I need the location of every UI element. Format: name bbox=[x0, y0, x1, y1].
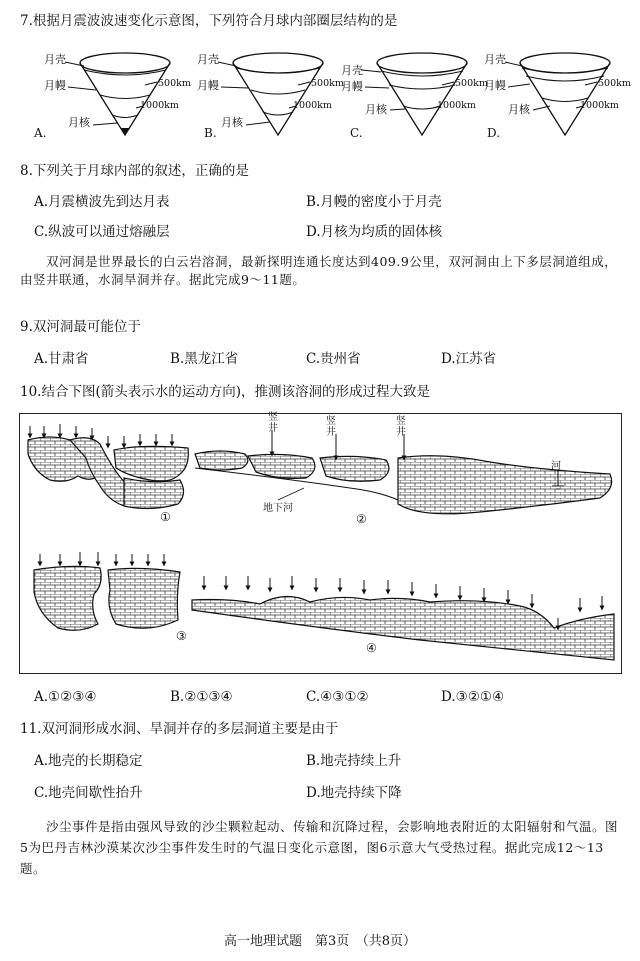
q7-option-a[interactable]: A. bbox=[34, 126, 47, 140]
river-label: 河 bbox=[551, 461, 561, 472]
label-crust-c: 月壳 bbox=[341, 64, 363, 77]
panel-1-number: ① bbox=[160, 510, 171, 524]
q8-option-a[interactable]: A.月震横波先到达月表 bbox=[34, 194, 170, 210]
label-core-a: 月核 bbox=[68, 116, 90, 129]
label-1000-d: 1000km bbox=[580, 100, 619, 111]
page-footer: 高一地理试题 第3页 （共8页） bbox=[223, 934, 417, 949]
cave-figure bbox=[20, 414, 620, 672]
label-crust-a: 月壳 bbox=[44, 53, 66, 66]
shaft-label-3: 竖井 bbox=[396, 416, 406, 438]
passage-dust: 沙尘事件是指由强风导致的沙尘颗粒起动、传输和沉降过程，会影响地表附近的太阳辐射和气温。图5为巴丹吉林沙漠某次沙尘事件发生时的气温日变化示意图，图6示意大气受热过程。据此完成12～13题。 bbox=[20, 819, 619, 876]
label-mantle-b: 月幔 bbox=[197, 79, 219, 92]
q10-stem: 10.结合下图(箭头表示水的运动方向)，推测该溶洞的形成过程大致是 bbox=[20, 384, 431, 400]
q11-stem: 11.双河洞形成水洞、旱洞并存的多层洞道主要是由于 bbox=[20, 721, 339, 737]
q9-option-c[interactable]: C.贵州省 bbox=[306, 351, 361, 367]
q7-option-b[interactable]: B. bbox=[204, 126, 217, 140]
q8-option-d[interactable]: D.月核为均质的固体核 bbox=[306, 224, 443, 240]
label-mantle-a: 月幔 bbox=[44, 79, 66, 92]
label-500-a: 500km bbox=[158, 78, 191, 89]
label-500-c: 500km bbox=[455, 78, 488, 89]
label-crust-b: 月壳 bbox=[197, 53, 219, 66]
q8-option-b[interactable]: B.月幔的密度小于月壳 bbox=[306, 194, 442, 210]
panel-3-number: ③ bbox=[176, 629, 187, 643]
q10-option-a[interactable]: A.①②③④ bbox=[34, 689, 97, 705]
panel-3 bbox=[34, 552, 180, 630]
q9-option-b[interactable]: B.黑龙江省 bbox=[170, 351, 239, 367]
q10-option-b[interactable]: B.②①③④ bbox=[170, 689, 233, 705]
q11-option-a[interactable]: A.地壳的长期稳定 bbox=[34, 753, 143, 769]
q9-option-d[interactable]: D.江苏省 bbox=[441, 351, 497, 367]
q8-stem: 8.下列关于月球内部的叙述，正确的是 bbox=[20, 163, 249, 179]
label-500-d: 500km bbox=[598, 78, 631, 89]
label-core-d: 月核 bbox=[508, 103, 530, 116]
passage-shuanghe: 双河洞是世界最长的白云岩溶洞，最新探明连通长度达到409.9公里，双河洞由上下多层洞道组成，由竖井联通，水洞旱洞并存。据此完成9～11题。 bbox=[20, 254, 618, 287]
label-crust-d: 月壳 bbox=[484, 53, 506, 66]
q10-option-d[interactable]: D.③②①④ bbox=[441, 689, 505, 705]
panel-4-number: ④ bbox=[366, 641, 377, 655]
q11-option-c[interactable]: C.地壳间歇性抬升 bbox=[34, 785, 143, 801]
q9-option-a[interactable]: A.甘肃省 bbox=[34, 351, 89, 367]
label-mantle-c: 月幔 bbox=[341, 80, 363, 93]
cone-c bbox=[362, 53, 467, 135]
q11-option-d[interactable]: D.地壳持续下降 bbox=[306, 785, 402, 801]
label-core-c: 月核 bbox=[365, 103, 387, 116]
underground-river-label: 地下河 bbox=[263, 503, 293, 514]
label-1000-c: 1000km bbox=[437, 100, 476, 111]
label-1000-b: 1000km bbox=[293, 100, 332, 111]
cone-d bbox=[505, 53, 610, 135]
q8-option-c[interactable]: C.纵波可以通过熔融层 bbox=[34, 224, 170, 240]
shaft-label-1: 竖井 bbox=[268, 412, 278, 434]
q11-option-b[interactable]: B.地壳持续上升 bbox=[306, 753, 402, 769]
q9-stem: 9.双河洞最可能位于 bbox=[20, 319, 141, 335]
label-500-b: 500km bbox=[311, 78, 344, 89]
panel-2-number: ② bbox=[356, 512, 367, 526]
q7-stem: 7.根据月震波波速变化示意图，下列符合月球内部圈层结构的是 bbox=[20, 13, 398, 29]
label-mantle-d: 月幔 bbox=[484, 79, 506, 92]
label-core-b: 月核 bbox=[221, 116, 243, 129]
shaft-label-2: 竖井 bbox=[326, 416, 336, 438]
q7-option-d[interactable]: D. bbox=[487, 126, 501, 140]
label-1000-a: 1000km bbox=[140, 100, 179, 111]
panel-1 bbox=[28, 424, 188, 509]
q7-option-c[interactable]: C. bbox=[350, 126, 363, 140]
panel-4 bbox=[192, 576, 614, 660]
panel-2 bbox=[195, 430, 612, 514]
q10-option-c[interactable]: C.④③①② bbox=[306, 689, 369, 705]
